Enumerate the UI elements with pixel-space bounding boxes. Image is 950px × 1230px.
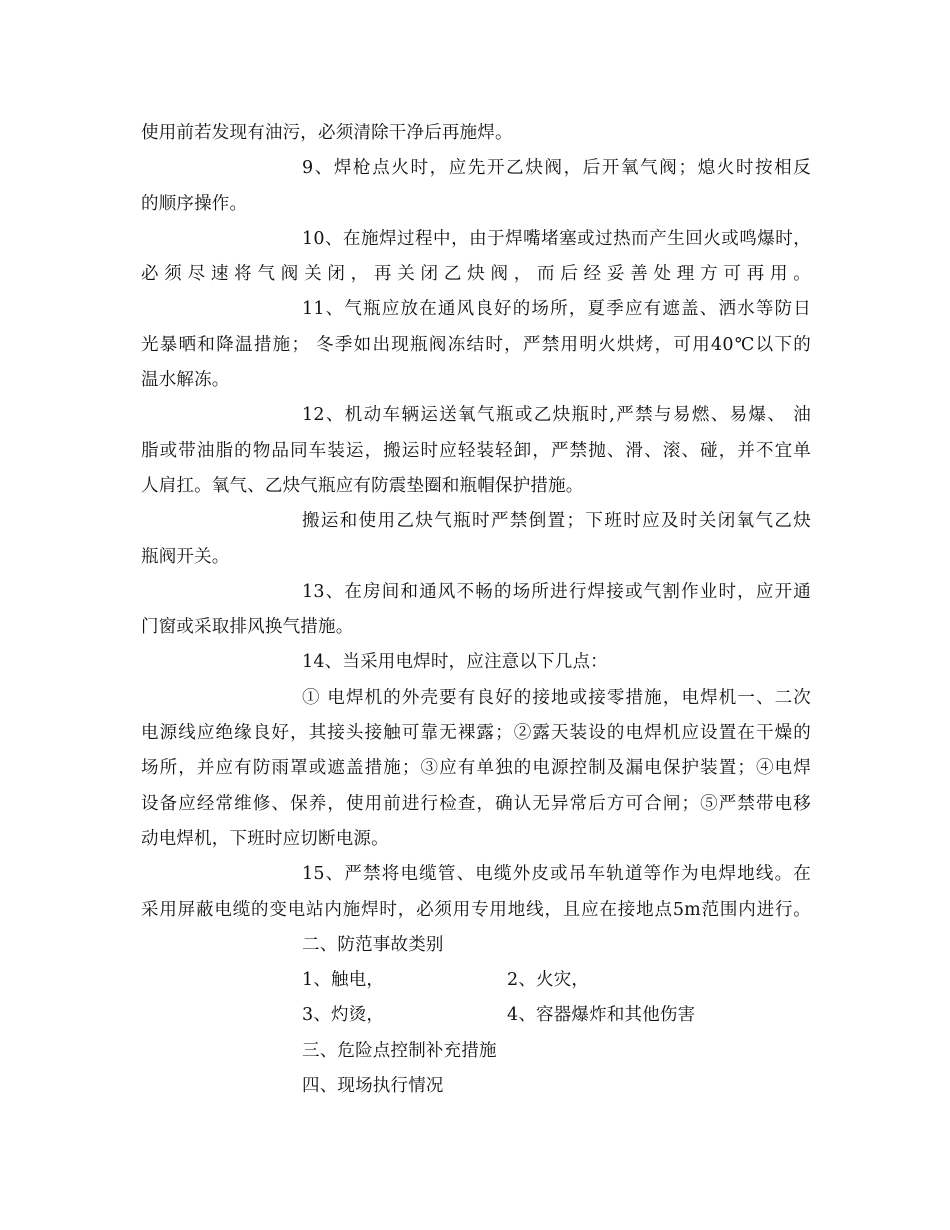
accident-type-left: 3、灼烫， [302,1005,385,1026]
clause-13-line-1: 13、在房间和通风不畅的场所进行焊接或气割作业时，应开通 [302,581,811,602]
clause-14-detail-line-3: 场所，并应有防雨罩或遮盖措施；③应有单独的电源控制及漏电保护装置；④电焊 [141,758,811,779]
section-heading-control-measures: 三、危险点控制补充措施 [302,1040,497,1061]
clause-14-detail-line-5: 动电焊机，下班时应切断电源。 [141,828,389,849]
clause-11-line-3: 温水解冻。 [141,370,230,391]
clause-15-line-1: 15、严禁将电缆管、电缆外皮或吊车轨道等作为电焊地线。在 [302,864,811,885]
clause-10-line-2: 必须尽速将气阀关闭，再关闭乙炔阀，而后经妥善处理方可再用。 [141,264,811,285]
accident-type-row [141,963,811,998]
section-heading-accident-types: 二、防范事故类别 [302,934,444,955]
clause-12-line-1: 12、机动车辆运送氧气瓶或乙炔瓶时,严禁与易燃、易爆、 油 [302,405,811,426]
accident-type-right: 4、容器爆炸和其他伤害 [507,1005,696,1026]
accident-type-right: 2、火灾， [507,970,590,991]
clause-12-line-3: 人肩扛。氧气、乙炔气瓶应有防震垫圈和瓶帽保护措施。 [141,475,584,496]
clause-15-line-2: 采用屏蔽电缆的变电站内施焊时，必须用专用地线，且应在接地点5m范围内进行。 [141,899,811,920]
clause-14-detail-line-1: ① 电焊机的外壳要有良好的接地或接零措施，电焊机一、二次 [302,687,811,708]
accident-type-row [141,998,811,1033]
clause-12-extra-line-2: 瓶阀开关。 [141,546,230,567]
clause-10-line-1: 10、在施焊过程中，由于焊嘴堵塞或过热而产生回火或鸣爆时， [302,228,811,249]
clause-14-detail-line-2: 电源线应绝缘良好，其接头接触可靠无裸露；②露天装设的电焊机应设置在干燥的 [141,723,811,744]
clause-9-line-2: 的顺序操作。 [141,193,248,214]
clause-12-line-2: 脂或带油脂的物品同车装运，搬运时应轻装轻卸，严禁抛、滑、滚、碰，并不宜单 [141,440,811,461]
document-body [141,116,811,1104]
clause-9-line-1: 9、焊枪点火时，应先开乙炔阀，后开氧气阀；熄火时按相反 [302,158,811,179]
clause-14-heading: 14、当采用电焊时，应注意以下几点： [302,652,608,673]
text-line: 使用前若发现有油污，必须清除干净后再施焊。 [141,123,513,143]
clause-14-detail-line-4: 设备应经常维修、保养，使用前进行检查，确认无异常后方可合闸；⑤严禁带电移 [141,793,811,814]
section-heading-site-execution: 四、现场执行情况 [302,1076,444,1097]
clause-11-line-2: 光暴晒和降温措施； 冬季如出现瓶阀冻结时，严禁用明火烘烤，可用40℃以下的 [141,334,811,355]
clause-11-line-1: 11、气瓶应放在通风良好的场所，夏季应有遮盖、洒水等防日 [302,299,811,320]
clause-13-line-2: 门窗或采取排风换气措施。 [141,617,354,638]
accident-type-left: 1、触电， [302,970,385,991]
clause-12-extra-line-1: 搬运和使用乙炔气瓶时严禁倒置；下班时应及时关闭氧气乙炔 [302,511,811,532]
